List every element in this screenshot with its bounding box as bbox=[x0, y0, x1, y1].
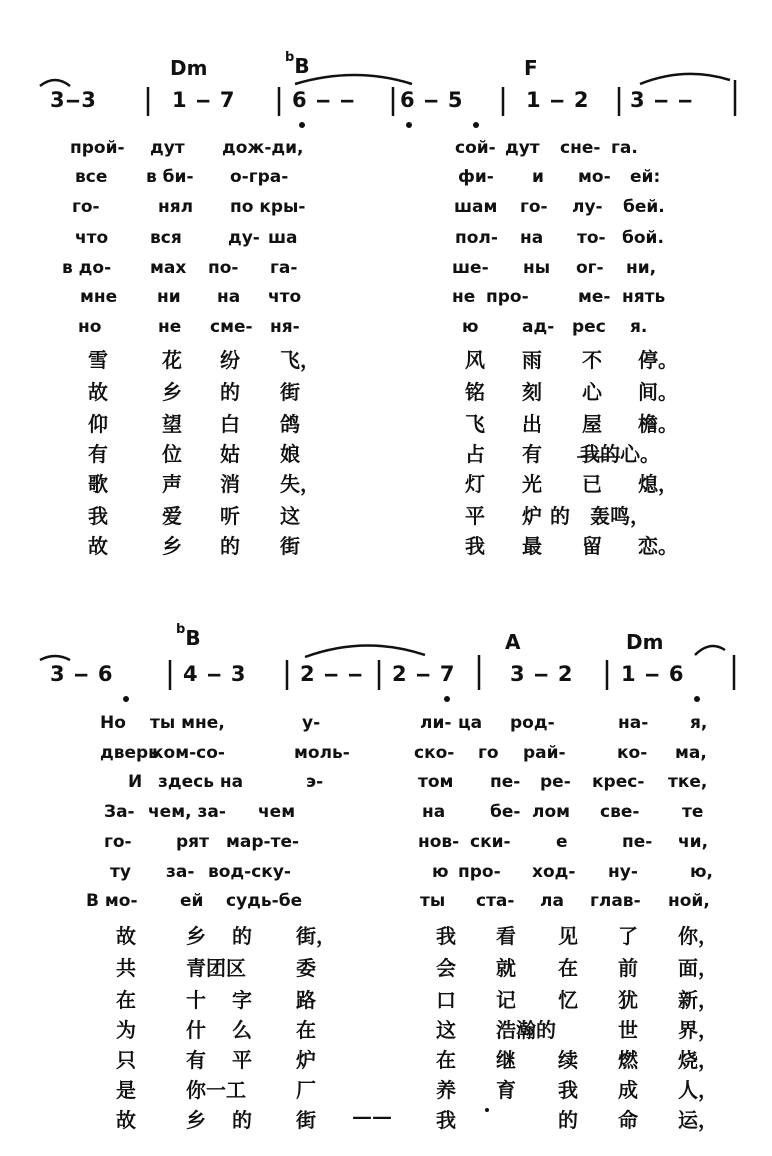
zh-char: 娘 bbox=[280, 442, 300, 466]
zh-char: 占 bbox=[465, 442, 485, 466]
lyric: ко- bbox=[617, 743, 648, 763]
measure: 1 ‒ 2 bbox=[526, 88, 590, 112]
zh-char: 有 bbox=[88, 442, 108, 466]
lyric: ту bbox=[110, 862, 131, 882]
zh-char: 檐。 bbox=[638, 412, 678, 436]
zh-char: 的 bbox=[558, 1108, 578, 1132]
zh-char: 飞， bbox=[280, 348, 320, 372]
zh-char: 刻 bbox=[522, 380, 542, 404]
lyric: е bbox=[556, 832, 568, 852]
zh-char: 十 bbox=[186, 988, 206, 1012]
lyric: мне bbox=[80, 287, 118, 307]
zh-dash: —— bbox=[352, 1104, 392, 1128]
zh-char: 是 bbox=[116, 1078, 136, 1102]
lyric: прой- bbox=[70, 138, 125, 158]
measure: 2 ‒ ‒ bbox=[300, 662, 364, 686]
lyric: ты bbox=[420, 891, 446, 911]
zh-char: 这 bbox=[280, 504, 300, 528]
lyric: ю bbox=[432, 862, 449, 882]
zh-char: 望 bbox=[162, 412, 182, 436]
zh-char: 屋 bbox=[582, 412, 602, 436]
zh-char: 见 bbox=[558, 924, 578, 948]
lyric: на bbox=[520, 228, 544, 248]
zh-char: 我 bbox=[558, 1078, 578, 1102]
zh-char: 花 bbox=[162, 348, 182, 372]
zh-char: 灯 bbox=[465, 472, 485, 496]
zh-char: 铭 bbox=[465, 380, 485, 404]
zh-char: 烧， bbox=[678, 1048, 718, 1072]
zh-char: 世 bbox=[618, 1018, 638, 1042]
zh-char: 仰 bbox=[88, 412, 108, 436]
lyric: ей: bbox=[630, 167, 661, 187]
zh-char: 么 bbox=[232, 1018, 252, 1042]
lyric: мах bbox=[150, 258, 187, 278]
lyric: чи, bbox=[678, 832, 709, 852]
zh-char: 白 bbox=[220, 412, 240, 436]
lyric: и bbox=[532, 167, 544, 187]
zh-char: 只 bbox=[116, 1048, 136, 1072]
lyric: не bbox=[452, 287, 476, 307]
zh-char: 留 bbox=[582, 534, 602, 558]
measure: 3 ‒ 2 bbox=[510, 662, 574, 686]
lyric: ду- bbox=[228, 228, 260, 248]
lyric: за- bbox=[166, 862, 195, 882]
zh-char: 记 bbox=[496, 988, 516, 1012]
lyric: те bbox=[682, 802, 704, 822]
zh-char: 失， bbox=[280, 472, 320, 496]
zh-char: 育 bbox=[496, 1078, 516, 1102]
lyric: моль- bbox=[294, 743, 350, 763]
zh-char: 炉 bbox=[522, 504, 542, 528]
zh-char: 已 bbox=[582, 472, 602, 496]
zh-char: 心 bbox=[582, 380, 602, 404]
lyric: я. bbox=[630, 317, 648, 337]
zh-char: 故 bbox=[116, 1108, 136, 1132]
zh-char: 最 bbox=[522, 534, 542, 558]
chord-f: F bbox=[524, 56, 538, 80]
lyric: га- bbox=[270, 258, 298, 278]
zh-char: 成 bbox=[618, 1078, 638, 1102]
zh-char: 我 bbox=[88, 504, 108, 528]
measure: 6 ‒ ‒ bbox=[292, 88, 356, 112]
zh-char: 的 bbox=[220, 380, 240, 404]
lyric: лом bbox=[532, 802, 571, 822]
lyric: рят bbox=[176, 832, 209, 852]
zh-char: 共 bbox=[116, 956, 136, 980]
lyric: ре- bbox=[540, 772, 571, 792]
zh-char: 面， bbox=[678, 956, 718, 980]
lyric: чем, за- bbox=[148, 802, 226, 822]
lyric: бе- bbox=[490, 802, 521, 822]
lyric: В мо- bbox=[86, 891, 138, 911]
lyric: у- bbox=[302, 713, 321, 733]
lyric: ей bbox=[180, 891, 204, 911]
chord-a: A bbox=[505, 630, 521, 654]
zh-char: 青团区 bbox=[186, 956, 246, 980]
lyric: бой. bbox=[622, 228, 664, 248]
chord-bflat: $^b$B bbox=[176, 622, 201, 650]
zh-char: 消 bbox=[220, 472, 240, 496]
lyric: дож-ди, bbox=[222, 138, 304, 158]
zh-char: 会 bbox=[436, 956, 456, 980]
lyric: дут bbox=[150, 138, 185, 158]
zh-char: 继 bbox=[496, 1048, 516, 1072]
measure: 3‒3 bbox=[50, 88, 97, 112]
zh-char: 街 bbox=[296, 1108, 316, 1132]
lyric: сне- bbox=[560, 138, 601, 158]
zh-char: 故 bbox=[88, 534, 108, 558]
lyric: пе- bbox=[622, 832, 653, 852]
zh-char: 命 bbox=[618, 1108, 638, 1132]
measure: 3 ‒ ‒ bbox=[630, 88, 694, 112]
lyric: За- bbox=[104, 802, 135, 822]
zh-char: 燃 bbox=[618, 1048, 638, 1072]
lyric: не bbox=[158, 317, 182, 337]
lyric: ни bbox=[157, 287, 181, 307]
zh-char: 在 bbox=[436, 1048, 456, 1072]
zh-char: 在 bbox=[116, 988, 136, 1012]
zh-char: 犹 bbox=[618, 988, 638, 1012]
lyric: по кры- bbox=[230, 197, 306, 217]
lyric: пе- bbox=[490, 772, 521, 792]
lyric: в би- bbox=[146, 167, 194, 187]
lyric: нять bbox=[622, 287, 666, 307]
lyric: ю bbox=[462, 317, 479, 337]
zh-char: 的 bbox=[232, 924, 252, 948]
lyric: на bbox=[217, 287, 241, 307]
lyric: нял bbox=[158, 197, 194, 217]
zh-char: 平 bbox=[465, 504, 485, 528]
zh-char: 我 bbox=[580, 442, 600, 466]
chord-bflat: $^b$B bbox=[285, 50, 310, 78]
zh-char: 路 bbox=[296, 988, 316, 1012]
zh-char: 停。 bbox=[638, 348, 678, 372]
lyric: ли- bbox=[420, 713, 452, 733]
zh-char: 爱 bbox=[162, 504, 182, 528]
lyric: судь-бе bbox=[226, 891, 303, 911]
lyric: ог- bbox=[576, 258, 604, 278]
lyric: го- bbox=[104, 832, 132, 852]
lyric: ны bbox=[523, 258, 551, 278]
zh-char: 的 bbox=[220, 534, 240, 558]
lyric: но bbox=[78, 317, 102, 337]
lyric: ше- bbox=[452, 258, 489, 278]
zh-char: 纷 bbox=[220, 348, 240, 372]
lyric: э- bbox=[306, 772, 324, 792]
lyric: чем bbox=[258, 802, 296, 822]
lyric: га. bbox=[611, 138, 638, 158]
zh-char: 熄， bbox=[638, 472, 678, 496]
lyric: рес bbox=[572, 317, 606, 337]
zh-char: 续 bbox=[558, 1048, 578, 1072]
lyric: ца bbox=[458, 713, 483, 733]
zh-char: 街 bbox=[280, 380, 300, 404]
zh-char: 的心。 bbox=[600, 442, 660, 466]
zh-char: 风 bbox=[465, 348, 485, 372]
lyric: глав- bbox=[590, 891, 641, 911]
zh-char: 出 bbox=[522, 412, 542, 436]
lyric: све- bbox=[600, 802, 640, 822]
zh-char: 听 bbox=[220, 504, 240, 528]
lyric: го- bbox=[520, 197, 548, 217]
zh-char: 故 bbox=[116, 924, 136, 948]
lyric: ход- bbox=[532, 862, 576, 882]
zh-char: 雪 bbox=[88, 348, 108, 372]
lyric: что bbox=[75, 228, 109, 248]
lyric: ски- bbox=[470, 832, 511, 852]
zh-char: 炉 bbox=[296, 1048, 316, 1072]
zh-char: 声 bbox=[162, 472, 182, 496]
zh-char: 街 bbox=[280, 534, 300, 558]
zh-char: 有 bbox=[186, 1048, 206, 1072]
lyric: тке, bbox=[668, 772, 708, 792]
lyric: о-гра- bbox=[230, 167, 289, 187]
lyric: том bbox=[418, 772, 454, 792]
lyric: ни, bbox=[626, 258, 657, 278]
zh-char: 街， bbox=[296, 924, 336, 948]
zh-char: 平 bbox=[232, 1048, 252, 1072]
lyric: го- bbox=[72, 197, 100, 217]
lyric: мо- bbox=[578, 167, 611, 187]
lyric: И bbox=[128, 772, 143, 792]
lyric: шам bbox=[454, 197, 498, 217]
zh-char: 浩瀚的 bbox=[496, 1018, 556, 1042]
lyric: рай- bbox=[523, 743, 566, 763]
lyric: род- bbox=[510, 713, 555, 733]
zh-char: 乡 bbox=[186, 1108, 206, 1132]
lyric: ком-со- bbox=[152, 743, 225, 763]
lyric: сме- bbox=[210, 317, 253, 337]
zh-char: 我 bbox=[436, 924, 456, 948]
zh-char: 的 bbox=[232, 1108, 252, 1132]
zh-char: 忆 bbox=[558, 988, 578, 1012]
measure: 6 ‒ 5 bbox=[400, 88, 464, 112]
measure: 3 ‒ 6 bbox=[50, 662, 114, 686]
lyric: вод-ску- bbox=[208, 862, 291, 882]
zh-char: 这 bbox=[436, 1018, 456, 1042]
lyric: ме- bbox=[578, 287, 611, 307]
lyric: ной, bbox=[668, 891, 710, 911]
zh-char: 轰鸣， bbox=[590, 504, 650, 528]
lyric: лу- bbox=[572, 197, 603, 217]
zh-char: 我 bbox=[436, 1108, 456, 1132]
zh-char: 鸽 bbox=[280, 412, 300, 436]
zh-char: 光 bbox=[522, 472, 542, 496]
lyric: дут bbox=[505, 138, 540, 158]
zh-char: 位 bbox=[162, 442, 182, 466]
zh-char: 界， bbox=[678, 1018, 718, 1042]
lyric: ша bbox=[268, 228, 298, 248]
measure: 1 ‒ 7 bbox=[172, 88, 236, 112]
lyric: бей. bbox=[623, 197, 665, 217]
lyric: вся bbox=[150, 228, 182, 248]
zh-char: 厂 bbox=[296, 1078, 316, 1102]
zh-char: 看 bbox=[496, 924, 516, 948]
lyric: крес- bbox=[592, 772, 645, 792]
zh-char: 养 bbox=[436, 1078, 456, 1102]
lyric: про- bbox=[486, 287, 529, 307]
zh-char: 就 bbox=[496, 956, 516, 980]
zh-char: 人， bbox=[678, 1078, 718, 1102]
zh-char: 在 bbox=[296, 1018, 316, 1042]
lyric: нов- bbox=[418, 832, 460, 852]
lyric: ня- bbox=[270, 317, 300, 337]
lyric: ад- bbox=[522, 317, 555, 337]
measure: 1 ‒ 6 bbox=[621, 662, 685, 686]
zh-char: 乡 bbox=[162, 534, 182, 558]
lyric: сой- bbox=[455, 138, 496, 158]
lyric: на- bbox=[618, 713, 649, 733]
measure: 4 ‒ 3 bbox=[183, 662, 247, 686]
chord-dm: Dm bbox=[626, 630, 664, 654]
zh-char: 飞 bbox=[465, 412, 485, 436]
zh-char: 新， bbox=[678, 988, 718, 1012]
zh-char: 乡 bbox=[186, 924, 206, 948]
zh-char: 你， bbox=[678, 924, 718, 948]
zh-char: 委 bbox=[296, 956, 316, 980]
lyric: ско- bbox=[414, 743, 455, 763]
measure: 2 ‒ 7 bbox=[392, 662, 456, 686]
lyric: что bbox=[268, 287, 302, 307]
zh-char: 什 bbox=[186, 1018, 206, 1042]
zh-char: 歌 bbox=[88, 472, 108, 496]
zh-char: 不 bbox=[582, 348, 602, 372]
lyric: мар-те- bbox=[226, 832, 300, 852]
zh-char: 你一工 bbox=[186, 1078, 246, 1102]
zh-char: 口 bbox=[436, 988, 456, 1012]
zh-char: 故 bbox=[88, 380, 108, 404]
lyric: в до- bbox=[62, 258, 112, 278]
zh-char: 运， bbox=[678, 1108, 718, 1132]
lyric: ла bbox=[540, 891, 564, 911]
lyric: пол- bbox=[455, 228, 498, 248]
zh-char: 的 bbox=[550, 504, 570, 528]
zh-char: 乡 bbox=[162, 380, 182, 404]
zh-char: 雨 bbox=[522, 348, 542, 372]
zh-char: 在 bbox=[558, 956, 578, 980]
lyric: по- bbox=[208, 258, 239, 278]
lyric: Но bbox=[100, 713, 126, 733]
chord-dm: Dm bbox=[170, 56, 208, 80]
zh-char: 有 bbox=[522, 442, 542, 466]
lyric: ты мне, bbox=[150, 713, 225, 733]
lyric: все bbox=[75, 167, 108, 187]
lyric: ма, bbox=[675, 743, 707, 763]
lyric: ста- bbox=[476, 891, 515, 911]
lyric: здесь на bbox=[158, 772, 244, 792]
zh-char: 间。 bbox=[638, 380, 678, 404]
lyric: ю, bbox=[690, 862, 713, 882]
zh-char: 恋。 bbox=[638, 534, 678, 558]
zh-char: 前 bbox=[618, 956, 638, 980]
lyric: на bbox=[422, 802, 446, 822]
lyric: го bbox=[478, 743, 499, 763]
lyric: ну- bbox=[608, 862, 638, 882]
zh-char: 我 bbox=[465, 534, 485, 558]
zh-char: 字 bbox=[232, 988, 252, 1012]
lyric: про- bbox=[458, 862, 501, 882]
zh-char: 姑 bbox=[220, 442, 240, 466]
lyric: дверь bbox=[100, 743, 159, 763]
zh-char: 了 bbox=[618, 924, 638, 948]
lyric: то- bbox=[577, 228, 606, 248]
lyric: я, bbox=[690, 713, 708, 733]
lyric: фи- bbox=[458, 167, 494, 187]
zh-char: 为 bbox=[116, 1018, 136, 1042]
